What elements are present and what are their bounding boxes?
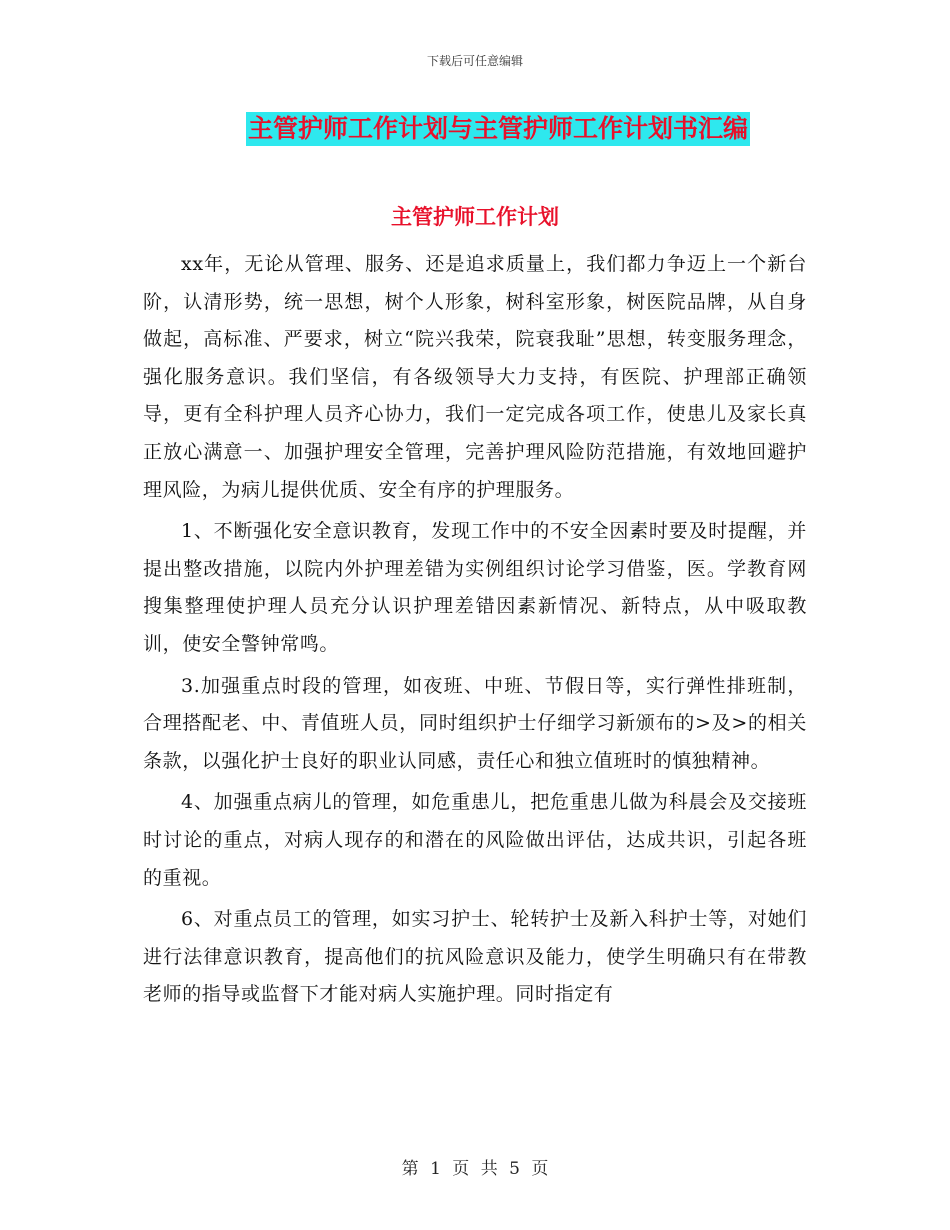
document-title-container xyxy=(0,112,950,146)
paragraph-item-4: 4、加强重点病儿的管理，如危重患儿，把危重患儿做为科晨会及交接班时讨论的重点，对病人现存的和潜在的风险做出评估，达成共识，引起各班的重视。 xyxy=(143,791,807,889)
paragraph-item-6: 6、对重点员工的管理，如实习护士、轮转护士及新入科护士等，对她们进行法律意识教育，提高他们的抗风险意识及能力，使学生明确只有在带教老师的指导或监督下才能对病人实施护理。同时指定有 xyxy=(143,908,807,1006)
document-title: 主管护师工作计划与主管护师工作计划书汇编 xyxy=(246,112,750,146)
header-note: 下载后可任意编辑 xyxy=(426,54,523,68)
paragraph-item-1: 1、不断强化安全意识教育，发现工作中的不安全因素时要及时提醒，并提出整改措施，以院内外护理差错为实例组织讨论学习借鉴，医。学教育网搜集整理使护理人员充分认识护理差错因素新情况、新特点，从中吸取教训，使安全警钟常鸣。 xyxy=(143,520,807,655)
paragraph-item-3: 3.加强重点时段的管理，如夜班、中班、节假日等，实行弹性排班制，合理搭配老、中、青值班人员，同时组织护士仔细学习新颁布的>及>的相关条款，以强化护士良好的职业认同感，责任心和独立值班时的慎独精神。 xyxy=(143,674,807,772)
body-text xyxy=(143,246,807,1018)
page-footer: 第 1 页 共 5 页 xyxy=(401,1159,549,1179)
section-title: 主管护师工作计划 xyxy=(391,204,559,229)
paragraph-intro: xx年，无论从管理、服务、还是追求质量上，我们都力争迈上一个新台阶，认清形势，统一思想，树个人形象，树科室形象，树医院品牌，从自身做起，高标准、严要求，树立“院兴我荣，院衰我耻”思想，转变服务理念，强化服务意识。我们坚信，有各级领导大力支持，有医院、护理部正确领导，更有全科护理人员齐心协力，我们一定完成各项工作，使患儿及家长真正放心满意一、加强护理安全管理，完善护理风险防范措施，有效地回避护理风险，为病儿提供优质、安全有序的护理服务。 xyxy=(143,253,807,501)
